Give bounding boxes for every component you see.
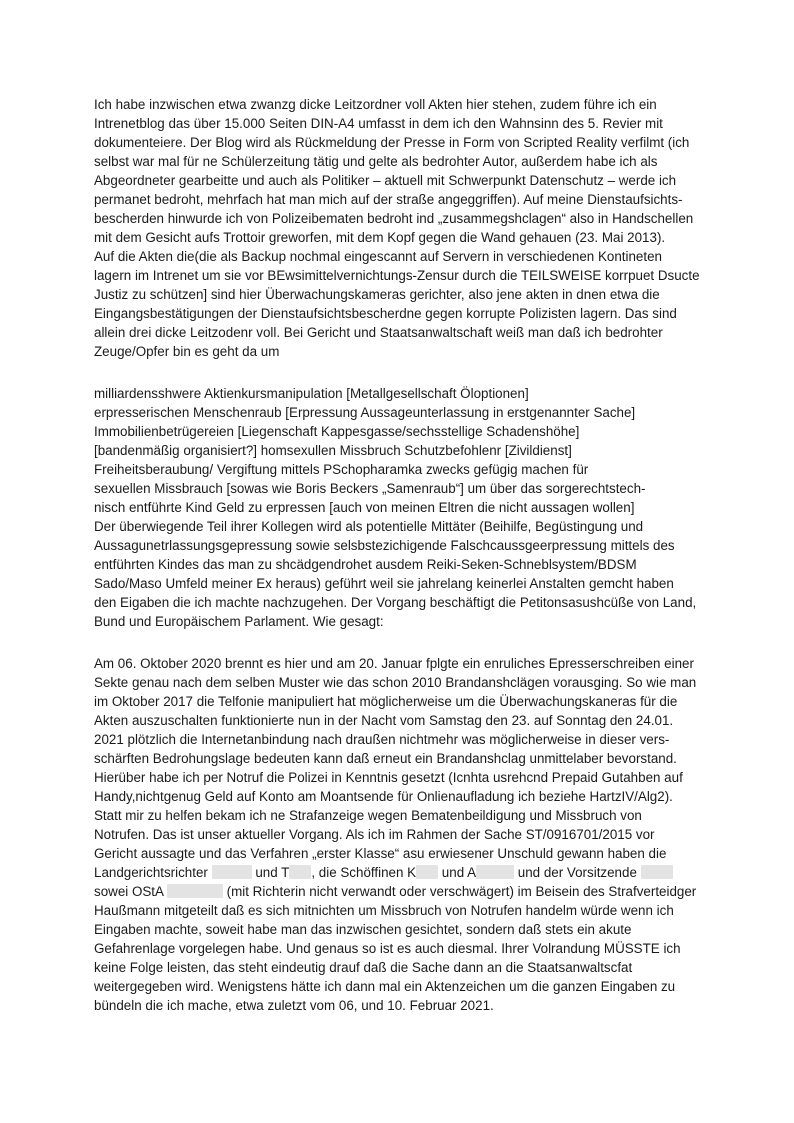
text-line: sexuellen Missbrauch [sowas wie Boris Beckers „Samenraub“] um über das sorgerechtstech-	[94, 481, 646, 496]
text-fragment: (mit Richterin nicht verwandt oder verschwägert) im Beisein des Strafverteidger	[222, 884, 697, 899]
text-line: Notrufen. Das ist unser aktueller Vorgang. Als ich im Rahmen der Sache ST/0916701/2015 vor	[94, 827, 655, 842]
text-line: Ich habe inzwischen etwa zwanzg dicke Leitzordner voll Akten hier stehen, zudem führe ich ein	[94, 97, 657, 112]
text-line: Bund und Europäischem Parlament. Wie gesagt:	[94, 614, 384, 629]
text-line: Haußmann mitgeteilt daß es sich mitnichten um Missbruch von Notrufen handelm würde wenn ich	[94, 903, 674, 918]
text-line: Gefahrenlage vorgelegen habe. Und genaus so ist es auch diesmal. Ihrer Volrandung MÜSSTE ich	[94, 941, 681, 956]
text-line: mit dem Gesicht aufs Trottoir greworfen, mit dem Kopf gegen die Wand gehauen (23. Mai 2013).	[94, 230, 666, 245]
text-line: lagern im Intrenet um sie vor BEwsimittelvernichtungs-Zensur durch die TEILSWEISE korrpuet Dsucte	[94, 268, 700, 283]
redaction-box	[167, 884, 223, 898]
text-line: den Eigaben die ich machte nachzugehen. Der Vorgang beschäftigt die Petitonsasushcüße von Land,	[94, 595, 697, 610]
text-line: Der überwiegende Teil ihrer Kollegen wird als potentielle Mittäter (Beihilfe, Begüstingung und	[94, 519, 644, 534]
text-line: Abgeordneter gearbeitte und auch als Politiker – aktuell mit Schwerpunkt Datenschutz – werde ich	[94, 173, 677, 188]
text-line-redacted	[94, 863, 673, 882]
redaction-box	[476, 865, 514, 879]
text-line: nisch entführte Kind Geld zu erpressen [auch von meinen Eltren die nicht aussagen wollen]	[94, 500, 635, 515]
text-line: keine Folge leisten, das steht eindeutig drauf daß die Sache dann an die Staatsanwaltscfat	[94, 960, 633, 975]
text-line: milliardensshwere Aktienkursmanipulation [Metallgesellschaft Öloptionen]	[94, 386, 529, 401]
text-line: Akten auszuschalten funktionierte nun in der Nacht vom Samstag den 23. auf Sonntag den 24.01.	[94, 713, 674, 728]
text-line: Am 06. Oktober 2020 brennt es hier und am 20. Januar fplgte ein enruliches Epresserschreiben einer	[94, 656, 694, 671]
text-line: Eingaben machte, soweit habe man das inzwischen gesichtet, sondern daß stets ein akute	[94, 922, 632, 937]
text-line: Sado/Maso Umfeld meiner Ex heraus) geführt weil sie jahrelang keinerlei Anstalten gemcht haben	[94, 576, 674, 591]
text-line: Auf die Akten die(die als Backup nochmal eingescannt auf Servern in verschiedenen Kontineten	[94, 249, 662, 264]
text-line: Eingangsbestätigungen der Dienstaufsichtsbescherdne gegen korrupte Polizisten lagern. Das sind	[94, 306, 677, 321]
text-line: Hierüber habe ich per Notruf die Polizei in Kenntnis gesetzt (Icnhta usrehcnd Prepaid Gutahben auf	[94, 770, 683, 785]
text-fragment: und T	[251, 865, 290, 880]
redaction-box	[641, 865, 673, 879]
text-line: im Oktober 2017 die Telfonie manipuliert hat möglicherweise um die Überwachungskaneras für die	[94, 694, 678, 709]
text-line: Sekte genau nach dem selben Muster wie das schon 2010 Brandanshclägen vorausging. So wie man	[94, 675, 697, 690]
text-line: Zeuge/Opfer bin es geht da um	[94, 344, 280, 359]
text-line: weitergegeben wird. Wenigstens hätte ich dann mal ein Aktenzeichen um die ganzen Eingaben zu	[94, 979, 676, 994]
text-line: allein drei dicke Leitzodenr voll. Bei Gericht und Staatsanwaltschaft weiß man daß ich bedrohter	[94, 325, 663, 340]
text-line: Immobilienbetrügereien [Liegenschaft Kappesgasse/sechsstellige Schadenshöhe]	[94, 424, 580, 439]
text-line: entführten Kindes das man zu shcädgendrohet ausdem Reiki-Seken-Schneblsystem/BDSM	[94, 557, 637, 572]
text-line: erpresserischen Menschenraub [Erpressung Aussageunterlassung in erstgenannter Sache]	[94, 405, 636, 420]
text-line: permanet bedroht, mehrfach hat man mich auf der straße angeggriffen). Auf meine Dienstaufsichts-	[94, 192, 683, 207]
text-line: dokumenteiere. Der Blog wird als Rückmeldung der Presse in Form von Scripted Reality verfilmt (ich	[94, 135, 690, 150]
redaction-box	[289, 865, 311, 879]
text-fragment: Landgerichtsrichter	[94, 865, 212, 880]
text-line: schärften Bedrohungslage bedeuten kann daß erneut ein Brandanshclag unmittelaber bevorstand.	[94, 751, 677, 766]
text-line: bündeln die ich mache, etwa zuletzt vom 06, und 10. Februar 2021.	[94, 998, 494, 1013]
text-line-redacted	[94, 882, 696, 901]
text-line: Justiz zu schützen] sind hier Überwachungskameras gerichter, also jene akten in dnen etwa die	[94, 287, 660, 302]
text-line: bescherden hinwurde ich von Polizeibematen bedroht ind „zusammegshclagen“ also in Handschellen	[94, 211, 694, 226]
text-line: Intrenetblog das über 15.000 Seiten DIN-A4 umfasst in dem ich den Wahnsinn des 5. Revier mit	[94, 116, 663, 131]
text-fragment: sowei OStA	[94, 884, 167, 899]
text-line: Statt mir zu helfen bekam ich ne Strafanzeige wegen Bematenbeildigung und Missbruch von	[94, 808, 642, 823]
text-line: 2021 plötzlich die Internetanbindung nach draußen nichtmehr was möglicherweise in dieser vers-	[94, 732, 670, 747]
text-line: Handy,nichtgenug Geld auf Konto am Moantsende für Onlienaufladung ich beziehe HartzIV/Alg2).	[94, 789, 673, 804]
text-fragment: und A	[438, 865, 477, 880]
text-line: Gericht aussagte und das Verfahren „erster Klasse“ asu erwiesener Unschuld gewann haben die	[94, 846, 667, 861]
redaction-box	[212, 865, 252, 879]
text-line: Aussagunetrlassungsgepressung sowie selsbstezichigende Falschcaussgeerpressung mittels des	[94, 538, 675, 553]
text-line: Freiheitsberaubung/ Vergiftung mittels PSchopharamka zwecks gefügig machen für	[94, 462, 589, 477]
text-fragment: , die Schöffinen K	[311, 865, 417, 880]
text-line: selbst war mal für ne Schülerzeitung tätig und gelte als bedrohter Autor, außerdem habe ich als	[94, 154, 658, 169]
redaction-box	[416, 865, 438, 879]
text-fragment: und der Vorsitzende	[514, 865, 641, 880]
text-line: [bandenmäßig organisiert?] homsexullen Missbruch Schutzbefohlenr [Zivildienst]	[94, 443, 572, 458]
